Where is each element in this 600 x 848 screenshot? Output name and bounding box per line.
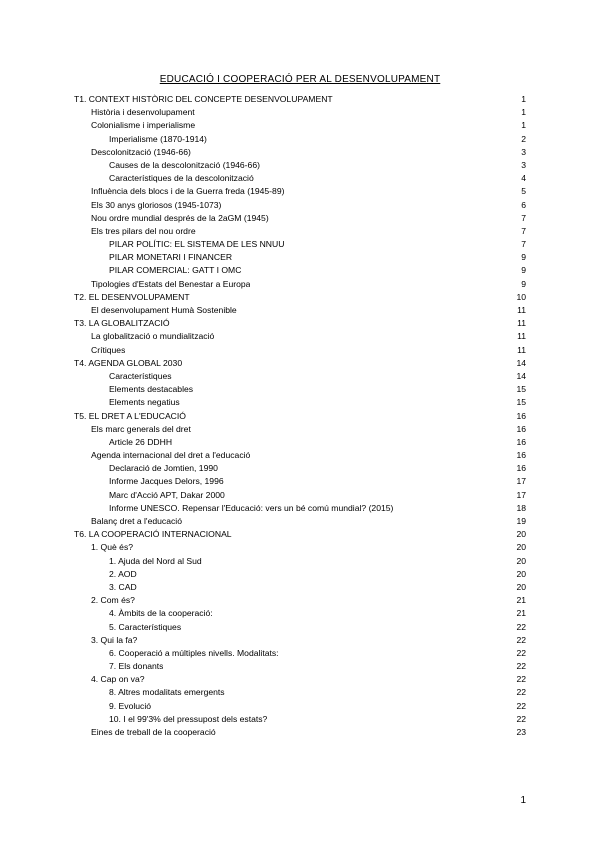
toc-entry[interactable]	[74, 594, 526, 607]
toc-entry[interactable]	[74, 238, 526, 251]
toc-entry[interactable]	[74, 515, 526, 528]
toc-entry-label: Balanç dret a l'educació	[91, 516, 182, 526]
toc-entry-label: Causes de la descolonització (1946-66)	[109, 159, 260, 170]
toc-entry-label: El desenvolupament Humà Sostenible	[91, 305, 237, 315]
toc-entry-page: 11	[517, 318, 526, 329]
toc-entry[interactable]	[74, 159, 526, 172]
toc-entry-label: T6. LA COOPERACIÓ INTERNACIONAL	[74, 529, 232, 540]
toc-entry[interactable]	[74, 185, 526, 198]
toc-entry-label: 1. Ajuda del Nord al Sud	[109, 555, 202, 566]
toc-entry-label: Declaració de Jomtien, 1990	[109, 463, 218, 474]
toc-entry-label: 1. Què és?	[91, 542, 134, 553]
toc-entry-label: Descolonització (1946-66)	[91, 146, 191, 157]
toc-entry-label: Eines de treball de la cooperació	[91, 727, 216, 737]
toc-entry[interactable]	[74, 647, 526, 660]
toc-entry-page: 15	[516, 384, 526, 395]
toc-entry[interactable]	[74, 212, 526, 225]
toc-entry[interactable]	[74, 423, 526, 436]
toc-entry[interactable]	[74, 581, 526, 594]
toc-entry[interactable]	[74, 541, 526, 554]
toc-entry-label: T1. CONTEXT HISTÒRIC DEL CONCEPTE DESENVOLUPAMENT	[74, 94, 333, 104]
toc-entry[interactable]	[74, 436, 526, 449]
toc-entry-page: 22	[516, 621, 526, 632]
toc-entry[interactable]	[74, 462, 526, 475]
toc-entry-label: T3. LA GLOBALITZACIÓ	[74, 318, 170, 329]
toc-entry-page: 16	[516, 450, 526, 461]
toc-entry-label: 4. Cap on va?	[91, 674, 145, 685]
toc-entry-page: 18	[516, 502, 526, 513]
toc-entry-label: T4. AGENDA GLOBAL 2030	[74, 357, 183, 368]
toc-entry-page: 21	[516, 608, 526, 619]
toc-entry-label: T2. EL DESENVOLUPAMENT	[74, 291, 190, 302]
toc-entry-page: 11	[517, 344, 526, 355]
toc-entry-page: 2	[521, 133, 526, 144]
toc-entry[interactable]	[74, 528, 526, 541]
toc-entry-page: 1	[521, 94, 526, 104]
toc-entry[interactable]	[74, 344, 526, 357]
toc-entry[interactable]	[74, 686, 526, 699]
toc-entry[interactable]	[74, 133, 526, 146]
toc-entry-page: 22	[516, 661, 526, 672]
toc-entry[interactable]	[74, 502, 526, 515]
toc-entry[interactable]	[74, 278, 526, 291]
toc-entry[interactable]	[74, 146, 526, 159]
toc-entry-page: 14	[516, 370, 526, 381]
toc-entry[interactable]	[74, 317, 526, 330]
toc-entry-label: 7. Els donants	[109, 661, 164, 672]
toc-entry-label: Informe UNESCO. Repensar l'Educació: vers un bé comú mundial? (2015)	[109, 502, 394, 513]
toc-entry[interactable]	[74, 225, 526, 238]
toc-entry-page: 14	[516, 357, 526, 368]
toc-entry-label: Agenda internacional del dret a l'educació	[91, 450, 251, 461]
toc-entry[interactable]	[74, 489, 526, 502]
toc-entry-label: Història i desenvolupament	[91, 107, 195, 118]
toc-entry-page: 20	[516, 581, 526, 592]
toc-entry-label: Imperialisme (1870-1914)	[109, 133, 207, 144]
toc-entry-page: 11	[517, 331, 526, 342]
toc-entry-label: 9. Evolució	[109, 700, 152, 711]
toc-entry-page: 7	[521, 239, 526, 250]
toc-entry[interactable]	[74, 410, 526, 423]
toc-entry-label: Tipologies d'Estats del Benestar a Europa	[91, 278, 251, 289]
toc-entry-label: Característiques	[109, 370, 172, 381]
toc-entry[interactable]	[74, 634, 526, 647]
toc-entry-label: 8. Altres modalitats emergents	[109, 687, 225, 698]
toc-entry-label: Marc d'Acció APT, Dakar 2000	[109, 489, 225, 500]
toc-entry-page: 22	[516, 687, 526, 698]
toc-entry-label: 5. Característiques	[109, 621, 182, 632]
toc-entry-label: Característiques de la descolonització	[109, 173, 254, 184]
toc-entry-page: 15	[516, 397, 526, 408]
toc-entry-page: 5	[521, 186, 526, 197]
toc-entry-page: 17	[516, 489, 526, 500]
toc-entry-label: PILAR COMERCIAL: GATT I OMC	[109, 265, 242, 276]
toc-entry[interactable]	[74, 357, 526, 370]
toc-entry-label: PILAR POLÍTIC: EL SISTEMA DE LES NNUU	[109, 239, 285, 250]
toc-entry-page: 11	[517, 305, 526, 315]
toc-entry[interactable]	[74, 251, 526, 264]
toc-entry[interactable]	[74, 330, 526, 343]
toc-entry-page: 16	[516, 463, 526, 474]
toc-entry-label: 3. Qui la fa?	[91, 634, 138, 645]
toc-entry-label: 2. AOD	[109, 568, 137, 579]
toc-entry[interactable]	[74, 199, 526, 212]
toc-entry[interactable]	[74, 673, 526, 686]
toc-entry[interactable]	[74, 119, 526, 132]
toc-entry[interactable]	[74, 172, 526, 185]
toc-entry-page: 4	[521, 173, 526, 184]
toc-entry-page: 20	[516, 568, 526, 579]
toc-entry-label: Colonialisme i imperialisme	[91, 120, 196, 131]
toc-entry-label: Nou ordre mundial després de la 2aGM (1945)	[91, 212, 269, 223]
toc-entry-page: 1	[521, 107, 526, 118]
toc-entry-page: 22	[516, 713, 526, 724]
toc-entry-label: 4. Àmbits de la cooperació:	[109, 608, 213, 619]
table-of-contents	[74, 93, 526, 739]
toc-entry-page: 9	[521, 278, 526, 289]
toc-entry[interactable]	[74, 700, 526, 713]
toc-entry-label: Els marc generals del dret	[91, 423, 191, 434]
toc-entry-label: Crítiques	[91, 344, 126, 355]
toc-entry-label: La globalització o mundialització	[91, 331, 215, 342]
toc-entry-page: 19	[516, 516, 526, 526]
toc-entry-label: Informe Jacques Delors, 1996	[109, 476, 224, 487]
page-number: 1	[520, 795, 526, 806]
toc-entry[interactable]	[74, 291, 526, 304]
toc-entry-page: 17	[516, 476, 526, 487]
toc-entry[interactable]	[74, 713, 526, 726]
toc-entry-page: 1	[521, 120, 526, 131]
toc-entry-label: T5. EL DRET A L'EDUCACIÓ	[74, 410, 186, 421]
toc-entry[interactable]	[74, 660, 526, 673]
toc-entry-page: 3	[521, 159, 526, 170]
toc-entry-page: 6	[521, 199, 526, 210]
toc-entry[interactable]	[74, 370, 526, 383]
toc-entry[interactable]	[74, 568, 526, 581]
toc-entry-label: 3. CAD	[109, 581, 137, 592]
toc-entry-label: 10. I el 99'3% del pressupost dels estats?	[109, 713, 268, 724]
toc-entry-page: 16	[516, 423, 526, 434]
toc-entry-label: 6. Cooperació a múltiples nivells. Modalitats:	[109, 647, 279, 658]
toc-entry-page: 9	[521, 265, 526, 276]
toc-entry-label: Elements destacables	[109, 384, 194, 395]
toc-entry-page: 3	[521, 146, 526, 157]
toc-entry-page: 7	[521, 212, 526, 223]
toc-entry-page: 22	[516, 647, 526, 658]
toc-entry-page: 20	[516, 555, 526, 566]
toc-entry[interactable]	[74, 621, 526, 634]
toc-entry-page: 20	[516, 542, 526, 553]
toc-entry[interactable]	[74, 383, 526, 396]
toc-entry-page: 21	[516, 595, 526, 606]
toc-entry-label: Article 26 DDHH	[109, 436, 173, 447]
toc-entry-page: 16	[516, 436, 526, 447]
toc-entry-page: 10	[516, 291, 526, 302]
document-title: EDUCACIÓ I COOPERACIÓ PER AL DESENVOLUPAMENT	[159, 74, 441, 85]
toc-entry[interactable]	[74, 726, 526, 739]
toc-entry-label: Els tres pilars del nou ordre	[91, 225, 196, 236]
toc-entry-label: PILAR MONETARI I FINANCER	[109, 252, 233, 263]
toc-entry-page: 9	[521, 252, 526, 263]
toc-entry-label: Elements negatius	[109, 397, 180, 408]
toc-entry-page: 22	[516, 634, 526, 645]
toc-entry-label: Influència dels blocs i de la Guerra freda (1945-89)	[91, 186, 285, 197]
toc-entry-page: 16	[516, 410, 526, 421]
toc-entry-page: 20	[516, 529, 526, 540]
toc-entry-page: 22	[516, 700, 526, 711]
toc-entry[interactable]	[74, 304, 526, 317]
toc-entry-page: 23	[516, 727, 526, 737]
toc-entry-page: 7	[521, 225, 526, 236]
toc-entry[interactable]	[74, 93, 526, 106]
toc-entry[interactable]	[74, 449, 526, 462]
toc-entry[interactable]	[74, 475, 526, 488]
toc-entry-page: 22	[516, 674, 526, 685]
toc-entry[interactable]	[74, 106, 526, 119]
toc-entry-label: Els 30 anys gloriosos (1945-1073)	[91, 199, 222, 210]
toc-entry[interactable]	[74, 607, 526, 620]
toc-entry[interactable]	[74, 555, 526, 568]
toc-entry[interactable]	[74, 396, 526, 409]
toc-entry-label: 2. Com és?	[91, 595, 135, 606]
toc-entry[interactable]	[74, 264, 526, 277]
